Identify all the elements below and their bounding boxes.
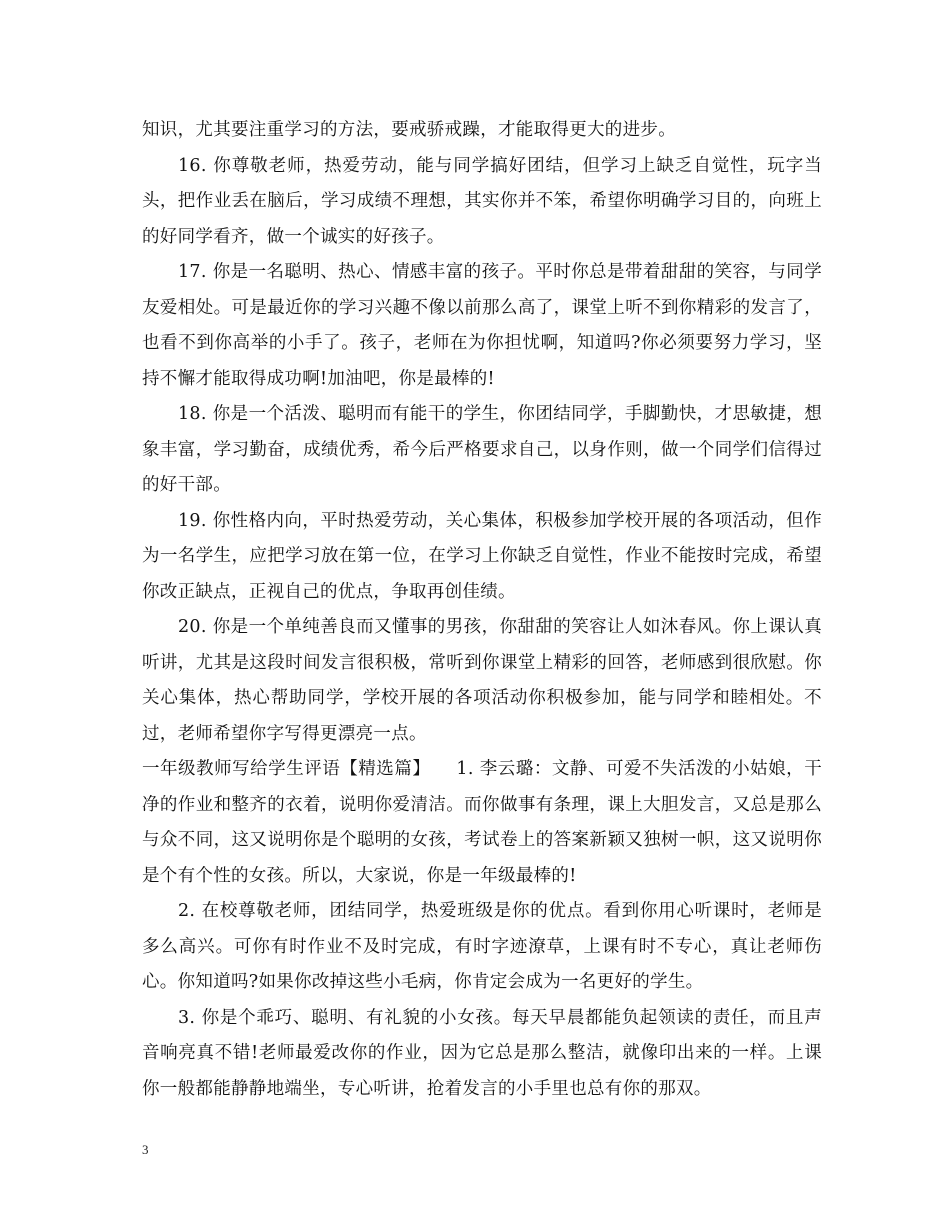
comment-s1: 1. 李云璐：文静、可爱不失活泼的小姑娘，干净的作业和整齐的衣着，说明你爱清洁。而你做事有条理，课上大胆发言，又总是那么与众不同，这又说明你是个聪明的女孩，考试卷上的答案新颖又独树一帜，这又说明你是个有个性的女孩。所以，大家说，你是一年级最棒的! (142, 759, 822, 886)
page-number: 3 (142, 1142, 149, 1157)
comment-19: 19. 你性格内向，平时热爱劳动，关心集体，积极参加学校开展的各项活动，但作为一名学生，应把学习放在第一位，在学习上你缺乏自觉性，作业不能按时完成，希望你改正缺点，正视自己的优点，争取再创佳绩。 (142, 510, 822, 602)
paragraph-continuation: 知识，尤其要注重学习的方法，要戒骄戒躁，才能取得更大的进步。 (142, 120, 676, 140)
comment-16: 16. 你尊敬老师，热爱劳动，能与同学搞好团结，但学习上缺乏自觉性，玩字当头，把作业丢在脑后，学习成绩不理想，其实你并不笨，希望你明确学习目的，向班上的好同学看齐，做一个诚实的好孩子。 (142, 155, 822, 247)
section-paragraph (142, 752, 822, 894)
comment-s3: 3. 你是个乖巧、聪明、有礼貌的小女孩。每天早晨都能负起领读的责任，而且声音响亮真不错!老师最爱改你的作业，因为它总是那么整洁，就像印出来的一样。上课你一般都能静静地端坐，专心听讲，抢着发言的小手里也总有你的那双。 (142, 1007, 822, 1099)
comment-17: 17. 你是一名聪明、热心、情感丰富的孩子。平时你总是带着甜甜的笑容，与同学友爱相处。可是最近你的学习兴趣不像以前那么高了，课堂上听不到你精彩的发言了，也看不到你高举的小手了。孩子，老师在为你担忧啊，知道吗?你必须要努力学习，坚持不懈才能取得成功啊!加油吧，你是最棒的! (142, 262, 822, 389)
comment-18: 18. 你是一个活泼、聪明而有能干的学生，你团结同学，手脚勤快，才思敏捷，想象丰富，学习勤奋，成绩优秀，希今后严格要求自己，以身作则，做一个同学们信得过的好干部。 (142, 404, 822, 495)
comment-20: 20. 你是一个单纯善良而又懂事的男孩，你甜甜的笑容让人如沐春风。你上课认真听讲，尤其是这段时间发言很积极，常听到你课堂上精彩的回答，老师感到很欣慰。你关心集体，热心帮助同学，学校开展的各项活动你积极参加，能与同学和睦相处。不过，老师希望你字写得更漂亮一点。 (142, 617, 822, 744)
document-body (142, 113, 822, 1107)
comment-s2: 2. 在校尊敬老师，团结同学，热爱班级是你的优点。看到你用心听课时，老师是多么高兴。可你有时作业不及时完成，有时字迹潦草，上课有时不专心，真让老师伤心。你知道吗?如果你改掉这些小毛病，你肯定会成为一名更好的学生。 (142, 901, 822, 992)
section-title: 一年级教师写给学生评语【精选篇】 (142, 759, 431, 779)
